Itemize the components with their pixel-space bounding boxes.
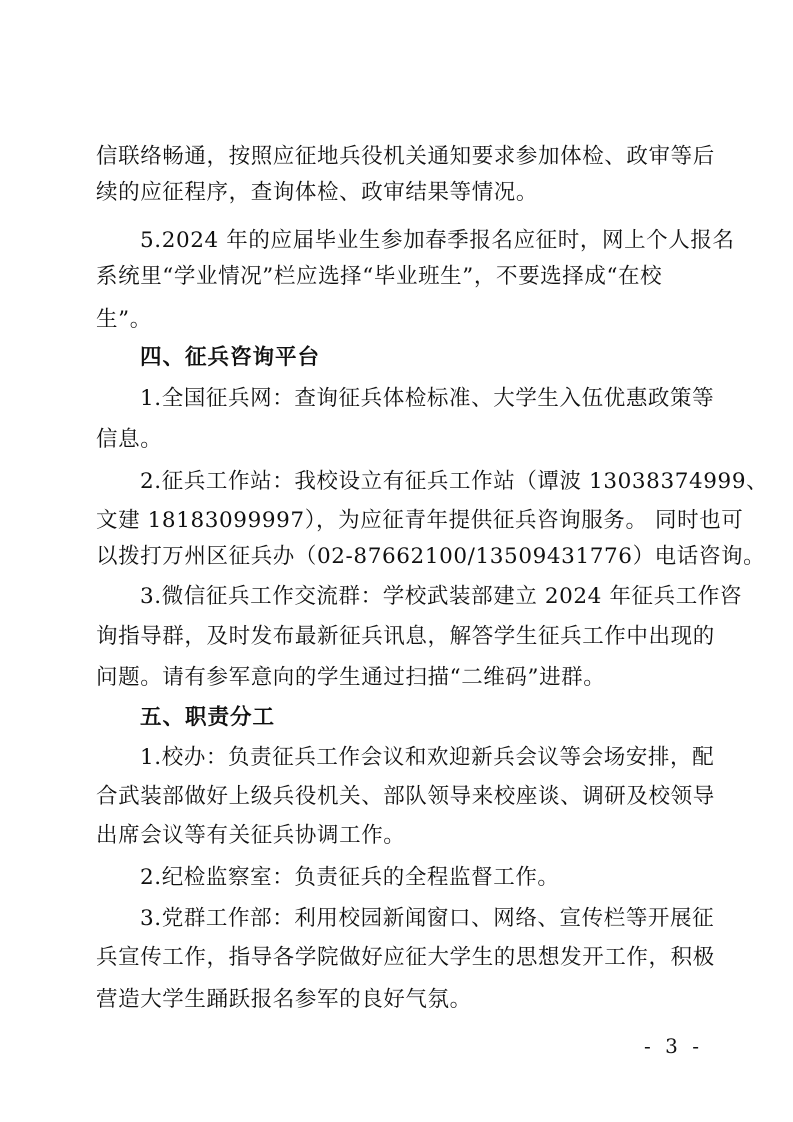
paragraph-line: 询指导群，及时发布最新征兵讯息，解答学生征兵工作中出现的 [96, 624, 715, 649]
paragraph-line: 续的应征程序，查询体检、政审结果等情况。 [96, 180, 539, 205]
paragraph-line: 2.征兵工作站：我校设立有征兵工作站（谭波 13038374999、 [140, 469, 769, 494]
paragraph-line: 1.校办：负责征兵工作会议和欢迎新兵会议等会场安排，配 [140, 745, 715, 770]
paragraph-line: 信息。 [96, 427, 163, 452]
paragraph-line: 生”。 [96, 307, 152, 332]
paragraph-line: 问题。请有参军意向的学生通过扫描“二维码”进群。 [96, 665, 606, 690]
paragraph-line: 以拨打万州区征兵办（02-87662100/13509431776）电话咨询。 [96, 544, 766, 569]
paragraph-line: 2.纪检监察室：负责征兵的全程监督工作。 [140, 865, 560, 890]
paragraph-line: 5.2024 年的应届毕业生参加春季报名应征时，网上个人报名 [140, 228, 735, 253]
paragraph-line: 兵宣传工作，指导各学院做好应征大学生的思想发开工作，积极 [96, 945, 715, 970]
paragraph-line: 系统里“学业情况”栏应选择“毕业班生”，不要选择成“在校 [96, 264, 663, 289]
page-number: - 3 - [644, 1034, 703, 1058]
paragraph-line: 3.微信征兵工作交流群：学校武装部建立 2024 年征兵工作咨 [140, 584, 742, 609]
section-heading: 四、征兵咨询平台 [140, 345, 321, 370]
paragraph-line: 营造大学生踊跃报名参军的良好气氛。 [96, 987, 472, 1012]
paragraph-line: 1.全国征兵网：查询征兵体检标准、大学生入伍优惠政策等 [140, 386, 715, 411]
paragraph-line: 出席会议等有关征兵协调工作。 [96, 823, 406, 848]
paragraph-line: 合武装部做好上级兵役机关、部队领导来校座谈、调研及校领导 [96, 784, 715, 809]
section-heading: 五、职责分工 [140, 705, 276, 730]
paragraph-line: 文建 18183099997），为应征青年提供征兵咨询服务。 同时也可 [96, 508, 744, 533]
paragraph-line: 信联络畅通，按照应征地兵役机关通知要求参加体检、政审等后 [96, 144, 715, 169]
paragraph-line: 3.党群工作部：利用校园新闻窗口、网络、宣传栏等开展征 [140, 906, 715, 931]
